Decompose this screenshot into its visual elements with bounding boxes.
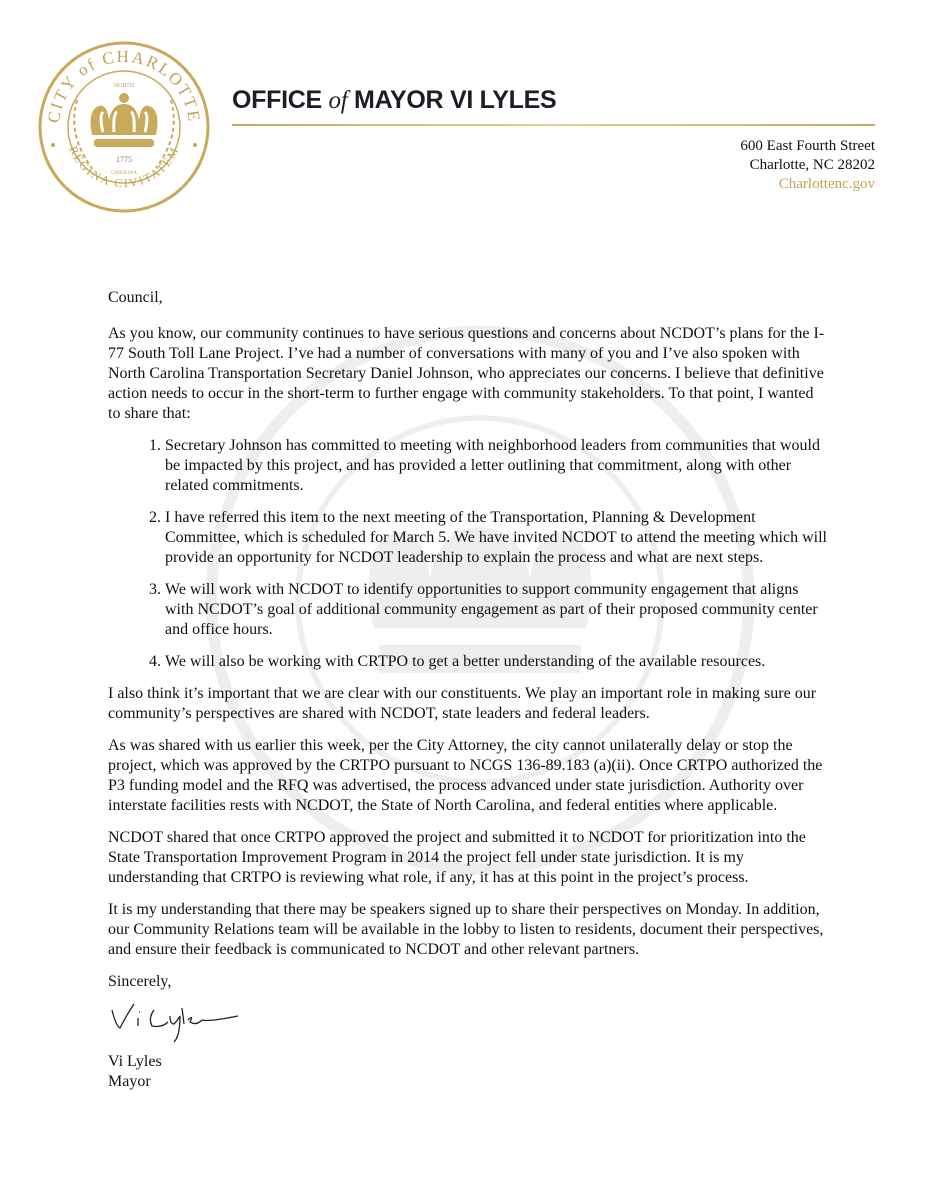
signer-title: Mayor xyxy=(108,1073,151,1090)
list-item: 3. We will work with NCDOT to identify opportunities to support community engagement that aligns with NCDOT’s goal of additional community engagement as part of their proposed community center and office hours. xyxy=(165,580,828,640)
title-of: of xyxy=(328,87,348,114)
salutation: Council, xyxy=(108,289,163,306)
website-link[interactable]: Charlottenc.gov xyxy=(778,176,875,192)
title-office: OFFICE xyxy=(232,86,322,114)
letter-body xyxy=(108,288,828,1092)
paragraph: NCDOT shared that once CRTPO approved the project and submitted it to NCDOT for prioritization into the State Transportation Improvement Program in 2014 the project fell under state jurisdiction. It is my understanding that CRTPO is reviewing what role, if any, it has at this point in the project’s process. xyxy=(108,829,806,886)
list-item: 4. We will also be working with CRTPO to get a better understanding of the available resources. xyxy=(165,652,828,672)
address-block xyxy=(740,137,875,194)
svg-text:CAROLINA: CAROLINA xyxy=(111,171,137,176)
address-street: 600 East Fourth Street xyxy=(740,138,875,154)
address-city: Charlotte, NC 28202 xyxy=(749,157,875,173)
paragraph: It is my understanding that there may be speakers signed up to share their perspectives on Monday. In addition, our Community Relations team will be available in the lobby to listen to residents, document their perspectives, and ensure their feedback is communicated to NCDOT and other relevant partners. xyxy=(108,901,824,958)
svg-text:NORTH: NORTH xyxy=(113,83,135,89)
svg-text:REGINA CIVITATEM: REGINA CIVITATEM xyxy=(66,143,182,191)
svg-text:1775: 1775 xyxy=(116,155,132,164)
handwritten-signature xyxy=(108,996,248,1044)
paragraph: I also think it’s important that we are clear with our constituents. We play an important role in making sure our community’s perspectives are shared with NCDOT, state leaders and federal leaders. xyxy=(108,685,817,722)
list-item: 2. I have referred this item to the next meeting of the Transportation, Planning & Development Committee, which is scheduled for March 5. We have invited NCDOT to attend the meeting which will provide an opportunity for NCDOT leadership to explain the process and what are next steps. xyxy=(165,508,828,568)
svg-text:CITY of CHARLOTTE: CITY of CHARLOTTE xyxy=(43,46,205,125)
intro-paragraph: As you know, our community continues to have serious questions and concerns about NCDOT’s plans for the I-77 South Toll Lane Project. I’ve had a number of conversations with many of you and I’ve also spoken with North Carolina Transportation Secretary Daniel Johnson, who appreciates our concerns. I believe that definitive action needs to occur in the short-term to further engage with community stakeholders. To that point, I wanted to share that: xyxy=(108,325,825,422)
title-mayor: MAYOR VI LYLES xyxy=(354,86,557,114)
paragraph: As was shared with us earlier this week, per the City Attorney, the city cannot unilaterally delay or stop the project, which was approved by the CRTPO pursuant to NCGS 136-89.183 (a)(ii). Once CRTPO authorized the P3 funding model and the RFQ was advertised, the process advanced under state jurisdiction. Authority over interstate facilities rests with NCDOT, the State of North Carolina, and federal entities where applicable. xyxy=(108,737,823,814)
office-title xyxy=(232,86,556,115)
closing: Sincerely, xyxy=(108,973,172,990)
list-item: 1. Secretary Johnson has committed to meeting with neighborhood leaders from communities that would be impacted by this project, and has provided a letter outlining that commitment, along with other related commitments. xyxy=(165,436,828,496)
header-divider xyxy=(232,124,875,126)
city-of-charlotte-seal xyxy=(37,40,211,214)
signer-name: Vi Lyles xyxy=(108,1053,162,1070)
commitments-list xyxy=(108,436,828,672)
